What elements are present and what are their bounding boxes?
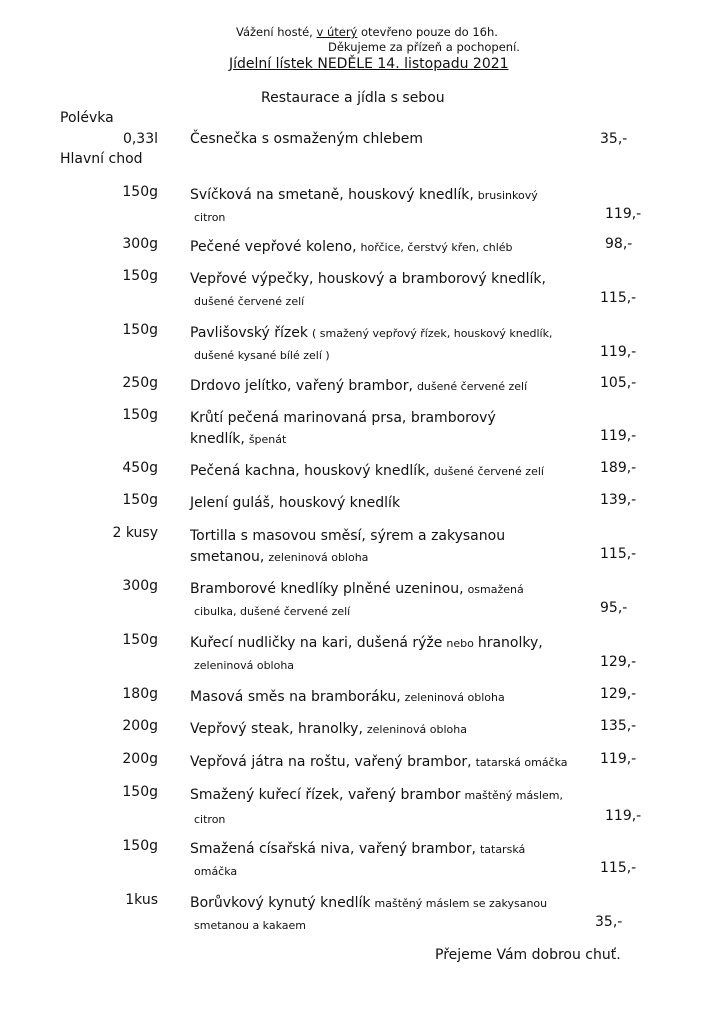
item-note: osmažená <box>467 583 524 596</box>
item-note: dušené červené zelí <box>433 465 544 478</box>
item-line <box>190 460 548 479</box>
item-name: Pavlišovský řízek <box>190 325 308 341</box>
item-price: 189,- <box>600 460 637 476</box>
item-name: Bramborové knedlíky plněné uzeninou, <box>190 581 464 597</box>
item-name: Masová směs na bramboráku, <box>190 689 401 705</box>
section-main: Hlavní chod <box>60 151 143 167</box>
item-note: maštěný máslem, <box>464 789 564 802</box>
item-qty: 150g <box>122 268 158 284</box>
item-price: 129,- <box>600 654 637 670</box>
item-name: Tortilla s masovou směsí, sýrem a zakysanou <box>190 528 506 544</box>
item-line-2 <box>190 546 368 565</box>
item-line <box>190 838 529 857</box>
item-line <box>190 784 567 803</box>
item-name: Pečená kachna, houskový knedlík, <box>190 463 430 479</box>
item-qty: 300g <box>122 578 158 594</box>
item-line <box>190 892 551 911</box>
item-price: 105,- <box>600 375 637 391</box>
item-price: 98,- <box>605 236 633 252</box>
item-price: 119,- <box>600 751 637 767</box>
item-price: 129,- <box>600 686 637 702</box>
item-name: Vepřová játra na roštu, vařený brambor, <box>190 754 472 770</box>
item-qty: 200g <box>122 751 158 767</box>
item-line <box>190 184 542 203</box>
item-qty: 150g <box>122 838 158 854</box>
item-note-cont: dušené kysané bílé zelí ) <box>194 349 330 362</box>
item-name: Krůtí pečená marinovaná prsa, bramborový <box>190 410 496 426</box>
item-line <box>190 268 554 287</box>
item-note-cont: zeleninová obloha <box>194 659 295 672</box>
item-note-cont: citron <box>194 813 226 826</box>
item-price: 115,- <box>600 860 637 876</box>
item-line-2 <box>190 600 350 619</box>
item-name: Kuřecí nudličky na kari, dušená rýže <box>190 635 443 651</box>
item-note: tatarská omáčka <box>475 756 568 769</box>
item-note-cont: cibulka, dušené červené zelí <box>194 605 351 618</box>
item-name-cont: knedlík, <box>190 431 245 447</box>
item-line <box>190 322 556 341</box>
item-name-tail: hranolky, <box>477 635 543 651</box>
item-note: tatarská <box>479 843 526 856</box>
soup-price: 35,- <box>600 131 628 147</box>
item-note-cont: citron <box>194 211 226 224</box>
item-name: Borůvkový kynutý knedlík <box>190 895 371 911</box>
item-price: 35,- <box>595 914 623 930</box>
item-qty: 450g <box>122 460 158 476</box>
item-name-cont: smetanou, <box>190 549 265 565</box>
item-price: 119,- <box>605 206 642 222</box>
item-line <box>190 236 517 255</box>
item-name: Drdovo jelítko, vařený brambor, <box>190 378 413 394</box>
item-price: 119,- <box>600 344 637 360</box>
item-line <box>190 375 531 394</box>
item-note-cont: smetanou a kakaem <box>194 919 306 932</box>
item-line <box>190 407 504 426</box>
item-qty: 150g <box>122 784 158 800</box>
item-qty: 200g <box>122 718 158 734</box>
item-name: Vepřový steak, hranolky, <box>190 721 363 737</box>
item-line-2 <box>190 914 306 933</box>
section-soup: Polévka <box>60 110 114 126</box>
item-name: Pečené vepřové koleno, <box>190 239 357 255</box>
item-line-2 <box>190 654 294 673</box>
soup-qty: 0,33l <box>122 131 158 147</box>
item-note: hořčice, čerstvý křen, chléb <box>360 241 513 254</box>
notice-line-2: Děkujeme za přízeň a pochopení. <box>328 40 520 54</box>
item-line-2 <box>190 808 225 827</box>
item-note-cont: omáčka <box>194 865 238 878</box>
item-price: 119,- <box>600 428 637 444</box>
item-line <box>190 686 509 705</box>
item-name: Smažená císařská niva, vařený brambor, <box>190 841 476 857</box>
item-note: maštěný máslem se zakysanou <box>374 897 548 910</box>
item-price: 119,- <box>605 808 642 824</box>
item-note: ( smažený vepřový řízek, houskový knedlík, <box>311 327 553 340</box>
item-line-2 <box>190 290 304 309</box>
item-note-cont: špenát <box>248 433 287 446</box>
item-line <box>190 718 471 737</box>
menu-title: Jídelní lístek NEDĚLE 14. listopadu 2021 <box>229 56 509 72</box>
item-note: dušené červené zelí <box>416 380 528 393</box>
item-price: 95,- <box>600 600 628 616</box>
item-line-2 <box>190 344 330 363</box>
item-line-2 <box>190 206 225 225</box>
item-name: Jelení guláš, houskový knedlík <box>190 495 401 511</box>
item-price: 139,- <box>600 492 637 508</box>
item-qty: 1kus <box>125 892 158 908</box>
soup-name: Česnečka s osmaženým chlebem <box>190 131 423 147</box>
item-price: 115,- <box>600 546 637 562</box>
item-qty: 150g <box>122 407 158 423</box>
item-qty: 150g <box>122 632 158 648</box>
item-qty: 250g <box>122 375 158 391</box>
item-qty: 300g <box>122 236 158 252</box>
notice-text-end: otevřeno pouze do 16h. <box>357 25 498 39</box>
item-qty: 150g <box>122 492 158 508</box>
item-line <box>190 578 528 597</box>
item-note-cont: dušené červené zelí <box>194 295 305 308</box>
item-name: Vepřové výpečky, houskový a bramborový knedlík, <box>190 271 546 287</box>
item-qty: 150g <box>122 184 158 200</box>
item-note: nebo <box>446 637 474 650</box>
item-line-2 <box>190 428 286 447</box>
item-line <box>190 632 543 651</box>
notice-line-1 <box>236 25 498 39</box>
notice-day: v úterý <box>316 25 358 39</box>
item-qty: 2 kusy <box>112 525 158 541</box>
item-qty: 150g <box>122 322 158 338</box>
item-line <box>190 751 572 770</box>
item-note: brusinkový <box>477 189 538 202</box>
item-name: Svíčková na smetaně, houskový knedlík, <box>190 187 474 203</box>
item-name: Smažený kuřecí řízek, vařený brambor <box>190 787 461 803</box>
item-note: zeleninová obloha <box>404 691 505 704</box>
closing-text: Přejeme Vám dobrou chuť. <box>435 947 621 963</box>
item-line <box>190 525 513 544</box>
notice-text: Vážení hosté, <box>236 25 317 39</box>
item-note-cont: zeleninová obloha <box>268 551 369 564</box>
item-line-2 <box>190 860 237 879</box>
item-note: zeleninová obloha <box>366 723 467 736</box>
item-price: 115,- <box>600 290 637 306</box>
item-line <box>190 492 408 511</box>
menu-subtitle: Restaurace a jídla s sebou <box>261 90 445 106</box>
item-qty: 180g <box>122 686 158 702</box>
item-price: 135,- <box>600 718 637 734</box>
